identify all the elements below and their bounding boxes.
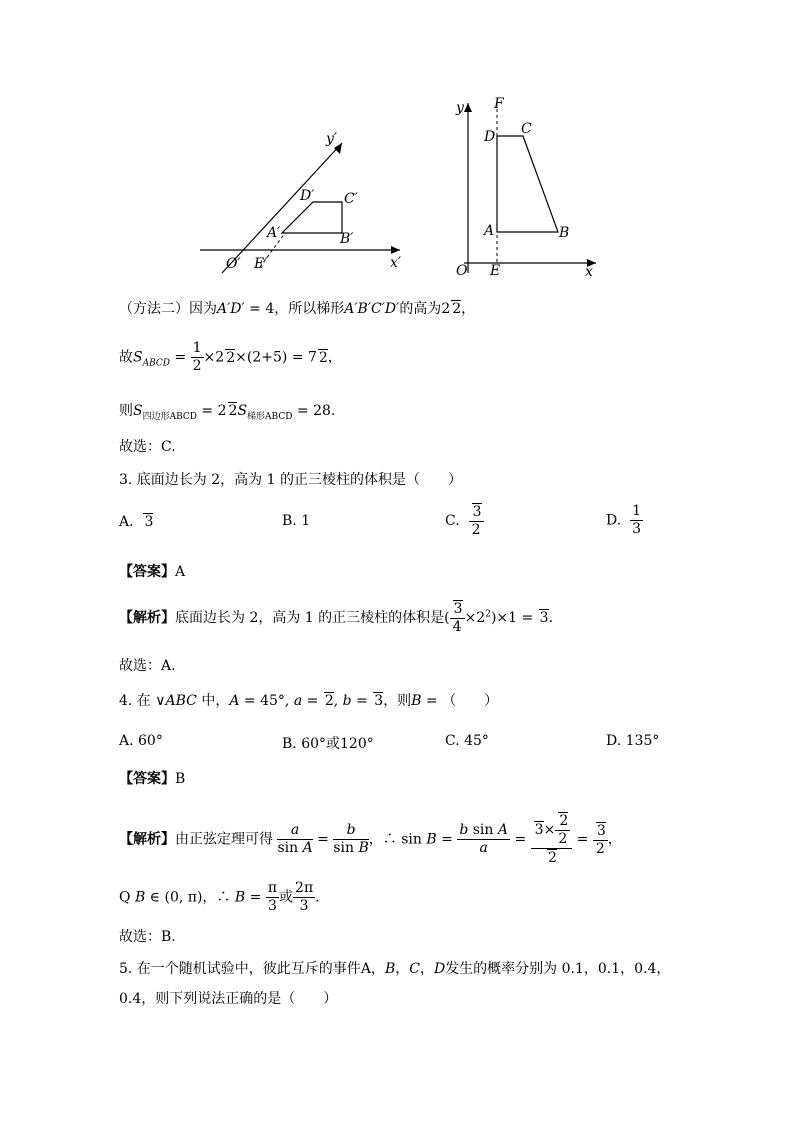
q5-line2: 0.4，则下列说法正确的是（ ） xyxy=(119,991,338,1007)
text: （ ） xyxy=(442,693,499,709)
text: B xyxy=(175,771,186,787)
text: = 28 xyxy=(296,403,331,419)
label: y′ xyxy=(326,131,338,147)
q3-option-b: B. 1 xyxy=(282,513,311,529)
label: O xyxy=(456,263,468,279)
trapezoid xyxy=(497,136,558,232)
q3-option-d: D. $\frac{1}{3}$ xyxy=(606,503,642,537)
subscript: ABCD xyxy=(142,358,170,369)
text: ，所以梯形 xyxy=(274,301,345,317)
label: C′ xyxy=(344,191,358,207)
q4-range: Q B ∈ (0, π)，∴ B = $\frac{\pi}{3}$ 或 $\frac{2\pi}{3}$ . xyxy=(119,880,320,914)
oblique-figure xyxy=(190,125,420,275)
subscript: 四边形ABCD xyxy=(142,411,197,422)
q2-select: 故选：C. xyxy=(119,439,176,455)
label: B xyxy=(559,225,570,241)
text: 故 xyxy=(119,349,133,366)
q5-line1: 5. 在一个随机试验中，彼此互斥的事件A，B，C，D发生的概率分别为 0.1，0.1，0.4， xyxy=(119,961,671,977)
text: （方法二）因为 xyxy=(119,301,217,317)
trapezoid-prime xyxy=(282,202,342,233)
label: O′ xyxy=(226,256,241,272)
q3-stem: 3. 底面边长为 2，高为 1 的正三棱柱的体积是（ ） xyxy=(119,472,462,488)
label: x xyxy=(585,264,593,280)
y-prime-axis xyxy=(222,143,342,273)
text: 的高为 xyxy=(399,301,442,317)
text: 【解析】 xyxy=(119,831,175,848)
label: B′ xyxy=(340,231,354,247)
text: ， xyxy=(461,301,476,317)
text: 由正弦定理可得 xyxy=(175,831,273,848)
quad-area-formula: 则$S_{四边形ABCD} = 2$ $2S_{梯形ABCD} = 28$. xyxy=(119,403,336,422)
q4-option-c: C. 45° xyxy=(445,733,489,749)
label: A xyxy=(484,223,495,239)
text: 底面边长为 2，高为 1 的正三棱柱的体积是 xyxy=(175,610,445,626)
q4-stem: 4. 在 ∨ABC 中，A = 45°, a = 2, b = 3，则B = （ ） xyxy=(119,693,499,709)
q3-answer xyxy=(119,561,185,581)
text: 或 xyxy=(279,889,294,906)
label: D xyxy=(484,129,496,145)
text: 【解析】 xyxy=(119,610,175,626)
q3-option-a: A. 3 xyxy=(119,514,154,530)
label: A′ xyxy=(267,225,281,241)
q3-option-c: C. $\frac{3}{2}$ xyxy=(445,504,482,538)
text: Q xyxy=(119,889,131,906)
q4-option-d: D. 135° xyxy=(606,733,660,749)
text: C. xyxy=(445,513,460,529)
area-formula: 故$S_{ABCD}$ = $\frac{1}{2}$ ×2 2×(2+5) = 7 2， xyxy=(119,340,342,374)
text: D. xyxy=(606,512,622,529)
label: D′ xyxy=(300,188,315,204)
q3-select: 故选：A. xyxy=(119,658,176,674)
label: y xyxy=(456,100,464,116)
text: A. xyxy=(119,514,134,530)
subscript: 梯形ABCD xyxy=(247,411,293,422)
original-figure xyxy=(450,95,600,280)
label: C xyxy=(521,121,532,137)
text: 中， xyxy=(201,693,230,709)
q4-answer xyxy=(119,768,185,788)
method2-line: （方法二）因为A′D′ = 4，所以梯形A′B′C′D′的高为2 2， xyxy=(119,301,476,317)
text: A xyxy=(175,564,186,580)
text: 4. 在 xyxy=(119,693,151,709)
text: ，则 xyxy=(383,693,412,709)
text: 【答案】 xyxy=(119,771,175,787)
text: 5. 在一个随机试验中，彼此互斥的事件 xyxy=(119,961,361,977)
label: E′ xyxy=(254,256,268,272)
label: F xyxy=(494,96,504,112)
text: 发生的概率分别为 0.1，0.1，0.4， xyxy=(445,961,671,977)
q4-select: 故选：B. xyxy=(119,929,176,945)
q4-option-a: A. 60° xyxy=(119,733,163,749)
q4-option-b: B. 60°或120° xyxy=(282,736,374,752)
text: 【答案】 xyxy=(119,564,175,580)
label: x′ xyxy=(390,255,402,271)
label: E xyxy=(490,263,501,279)
q4-analysis: 【解析】由正弦定理可得 $\frac{a}{\text{sin A}}$ = $\frac{b}{\text{sin B}}$ ，∴ sin B = $\frac{\text{b sin A}}{a}$ = 3× $\frac{2}{2}$ 2 = $\frac{3}{2}$ ， xyxy=(119,813,622,866)
text: 则 xyxy=(119,403,133,419)
q3-analysis: 【解析】底面边长为 2，高为 1 的正三棱柱的体积是( $\frac{3}{4}$ $\times 2^2)\times 1 = 3$. xyxy=(119,601,554,635)
